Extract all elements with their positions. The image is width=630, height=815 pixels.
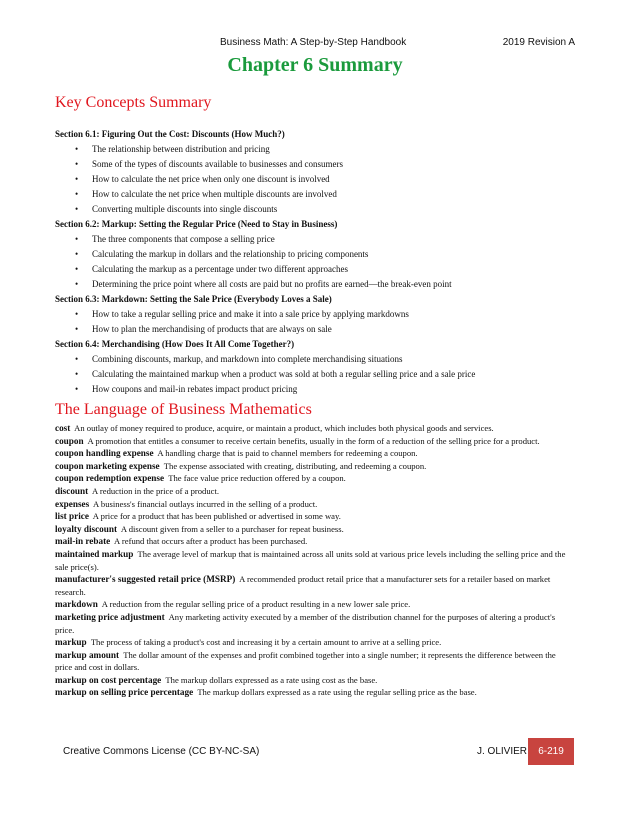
glossary-entry <box>55 498 575 511</box>
glossary-entry <box>55 535 575 548</box>
glossary-term: coupon marketing expense <box>55 460 160 471</box>
section-bullet: • Calculating the maintained markup when a product was sold at both a regular selling price and a sale price <box>55 367 575 382</box>
glossary-term: maintained markup <box>55 548 134 559</box>
glossary-entry <box>55 485 575 498</box>
glossary-term: cost <box>55 423 71 433</box>
section-bullet: • Calculating the markup as a percentage under two different approaches <box>55 262 575 277</box>
section-bullet: • Some of the types of discounts available to businesses and consumers <box>55 157 575 172</box>
section-title: Section 6.1: Figuring Out the Cost: Discounts (How Much?) <box>55 129 285 139</box>
glossary-entry <box>55 674 575 687</box>
glossary-term: coupon <box>55 435 84 446</box>
section-bullet: • The three components that compose a selling price <box>55 232 575 247</box>
glossary <box>55 422 575 699</box>
glossary-entry <box>55 649 575 674</box>
section-title: Section 6.2: Markup: Setting the Regular Price (Need to Stay in Business) <box>55 219 338 229</box>
glossary-term: coupon handling expense <box>55 448 154 459</box>
glossary-term: markup on selling price percentage <box>55 687 194 698</box>
section-bullet-list <box>55 232 575 292</box>
glossary-entry <box>55 422 575 435</box>
section-bullet: • How coupons and mail-in rebates impact product pricing <box>55 382 575 397</box>
glossary-term: discount <box>55 485 89 496</box>
glossary-term: marketing price adjustment <box>55 611 165 622</box>
section-bullet-list <box>55 142 575 217</box>
section-title: Section 6.3: Markdown: Setting the Sale Price (Everybody Loves a Sale) <box>55 294 332 304</box>
glossary-entry <box>55 460 575 473</box>
section-bullet: • Determining the price point where all costs are paid but no profits are earned—the break-even point <box>55 277 575 292</box>
glossary-definition: A recommended product retail price that a manufacturer sets for a retailer based on market research. <box>55 574 551 597</box>
glossary-entry <box>55 510 575 523</box>
key-concepts-heading: Key Concepts Summary <box>55 94 212 111</box>
header-book-title: Business Math: A Step-by-Step Handbook <box>220 37 407 48</box>
glossary-term: markup amount <box>55 649 120 660</box>
footer-author: J. OLIVIER <box>477 746 528 757</box>
section-bullet-list <box>55 352 575 397</box>
glossary-entry <box>55 598 575 611</box>
glossary-term: list price <box>55 511 89 522</box>
glossary-entry <box>55 636 575 649</box>
section-title: Section 6.4: Merchandising (How Does It All Come Together?) <box>55 339 295 349</box>
glossary-definition: A handling charge that is paid to channel members for redeeming a coupon. <box>157 448 418 459</box>
glossary-definition: The process of taking a product's cost and increasing it by a certain amount to arrive at a selling price. <box>90 637 442 648</box>
glossary-definition: The average level of markup that is maintained across all units sold at various price levels including the selling price and the sale price(s). <box>55 548 566 572</box>
glossary-entry <box>55 435 575 448</box>
glossary-entry <box>55 548 575 573</box>
glossary-entry <box>55 523 575 536</box>
glossary-definition: A price for a product that has been published or advertised in some way. <box>92 511 341 522</box>
glossary-definition: An outlay of money required to produce, acquire, or maintain a product, which includes both physical goods and services. <box>74 423 494 433</box>
language-heading: The Language of Business Mathematics <box>55 401 312 418</box>
footer-license: Creative Commons License (CC BY-NC-SA) <box>63 746 260 757</box>
glossary-term: markdown <box>55 599 98 610</box>
glossary-definition: The expense associated with creating, distributing, and redeeming a coupon. <box>163 460 427 471</box>
section-bullet: • Combining discounts, markup, and markdown into complete merchandising situations <box>55 352 575 367</box>
glossary-term: loyalty discount <box>55 523 118 534</box>
section-bullet: • How to calculate the net price when only one discount is involved <box>55 172 575 187</box>
glossary-definition: The face value price reduction offered by a coupon. <box>168 473 346 484</box>
glossary-definition: The dollar amount of the expenses and profit combined together into a single number; it represents the difference between the price and cost in dollars. <box>55 649 556 673</box>
glossary-definition: A reduction in the price of a product. <box>92 485 219 496</box>
section-bullet: • How to calculate the net price when multiple discounts are involved <box>55 187 575 202</box>
glossary-definition: A discount given from a seller to a purchaser for repeat business. <box>120 523 344 534</box>
glossary-term: markup <box>55 637 87 648</box>
glossary-term: markup on cost percentage <box>55 674 162 685</box>
header-revision: 2019 Revision A <box>502 37 575 48</box>
glossary-definition: A refund that occurs after a product has been purchased. <box>114 536 308 547</box>
section-bullet: • Converting multiple discounts into single discounts <box>55 202 575 217</box>
glossary-definition: The markup dollars expressed as a rate using cost as the base. <box>165 674 378 685</box>
section-bullet-list <box>55 307 575 337</box>
glossary-definition: A promotion that entitles a consumer to receive certain benefits, usually in the form of a reduction of the selling price for a product. <box>87 435 540 446</box>
glossary-term: manufacturer's suggested retail price (MSRP) <box>55 574 236 585</box>
glossary-entry <box>55 472 575 485</box>
glossary-definition: A business's financial outlays incurred in the selling of a product. <box>93 498 318 509</box>
glossary-entry <box>55 686 575 699</box>
glossary-definition: Any marketing activity executed by a member of the distribution channel for the purposes of altering a product's price. <box>55 611 556 635</box>
section-bullet: • Calculating the markup in dollars and the relationship to pricing components <box>55 247 575 262</box>
key-concepts-sections <box>55 127 575 397</box>
glossary-term: expenses <box>55 498 90 509</box>
glossary-term: coupon redemption expense <box>55 473 165 484</box>
page-number-badge: 6-219 <box>528 738 574 765</box>
section-bullet: • The relationship between distribution and pricing <box>55 142 575 157</box>
glossary-term: mail-in rebate <box>55 536 111 547</box>
chapter-title: Chapter 6 Summary <box>227 54 403 76</box>
glossary-entry <box>55 611 575 636</box>
glossary-entry <box>55 447 575 460</box>
section-bullet: • How to plan the merchandising of products that are always on sale <box>55 322 575 337</box>
glossary-definition: The markup dollars expressed as a rate using the regular selling price as the base. <box>197 687 477 698</box>
glossary-entry <box>55 573 575 598</box>
section-bullet: • How to take a regular selling price and make it into a sale price by applying markdowns <box>55 307 575 322</box>
glossary-definition: A reduction from the regular selling price of a product resulting in a new lower sale price. <box>101 599 411 610</box>
